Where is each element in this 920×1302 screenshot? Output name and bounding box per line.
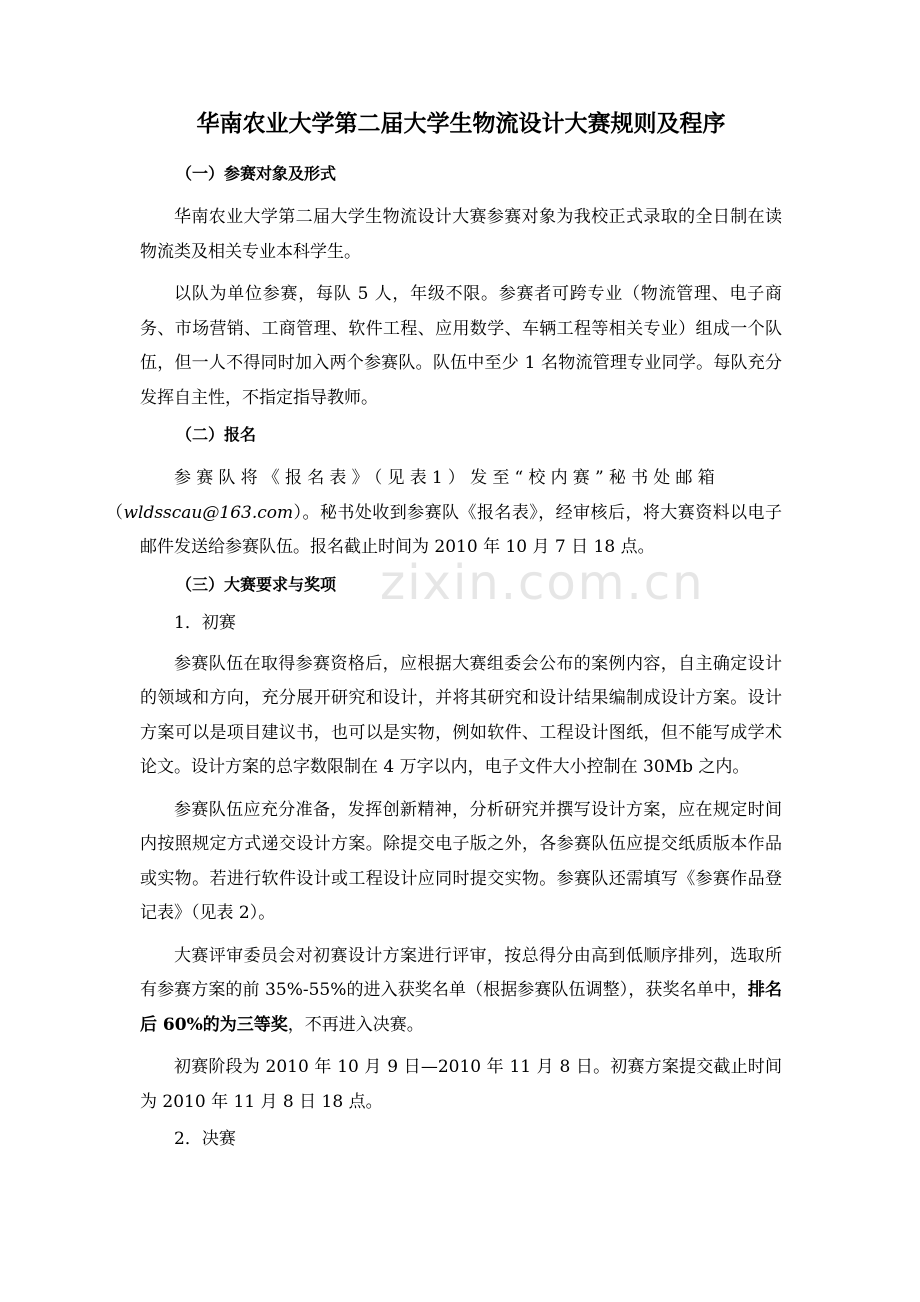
registration-text: 参赛队将《报名表》（见表1）发至“校内赛”秘书处邮箱 xyxy=(174,468,720,488)
open-paren: （ xyxy=(106,502,124,523)
subheading-preliminary: 1．初赛 xyxy=(174,612,236,633)
section-heading-2: （二）报名 xyxy=(176,425,257,444)
registration-rest: ）。秘书处收到参赛队《报名表》，经审核后，将大赛资料以电子邮件发送给参赛队伍。报名截止时间为 2010 年 10 月 7 日 18 点。 xyxy=(140,502,783,557)
subheading-final: 2．决赛 xyxy=(174,1129,236,1149)
paragraph: 以队为单位参赛，每队 5 人，年级不限。参赛者可跨专业（物流管理、电子商务、市场营销、工商管理、软件工程、应用数学、车辆工程等相关专业）组成一个队伍，但一人不得同时加入两个参赛队。队伍中至少 1 名物流管理专业同学。每队充分发挥自主性，不指定指导教师。 xyxy=(140,284,782,408)
awards-text: 大赛评审委员会对初赛设计方案进行评审，按总得分由高到低顺序排列，选取所有参赛方案的前 35%-55%的进入获奖名单（根据参赛队伍调整），获奖名单中， xyxy=(140,945,782,1000)
awards-text-end: ，不再进入决赛。 xyxy=(287,1014,424,1035)
paragraph: 参赛队伍在取得参赛资格后，应根据大赛组委会公布的案例内容，自主确定设计的领域和方向，充分展开研究和设计，并将其研究和设计结果编制成设计方案。设计方案可以是项目建议书，也可以是实物，例如软件、工程设计图纸，但不能写成学术论文。设计方案的总字数限制在 4 万字以内，电子文件大小控制在 30Mb 之内。 xyxy=(140,653,782,777)
paragraph: 华南农业大学第二届大学生物流设计大赛参赛对象为我校正式录取的全日制在读物流类及相关专业本科学生。 xyxy=(140,207,782,262)
awards-bold: 排名后 60%的为三等奖 xyxy=(140,980,783,1035)
paragraph: 初赛阶段为 2010 年 10 月 9 日—2010 年 11 月 8 日。初赛方案提交截止时间为 2010 年 11 月 8 日 18 点。 xyxy=(140,1057,782,1112)
paragraph-awards xyxy=(140,939,782,1043)
document-body xyxy=(106,108,783,1163)
section-heading-1: （一）参赛对象及形式 xyxy=(176,164,337,183)
paragraph-registration xyxy=(106,461,783,565)
section-heading-3: （三）大赛要求与奖项 xyxy=(176,574,337,594)
watermark: zixin.com.cn xyxy=(380,555,705,611)
page-title: 华南农业大学第二届大学生物流设计大赛规则及程序 xyxy=(196,110,726,137)
paragraph: 参赛队伍应充分准备，发挥创新精神，分析研究并撰写设计方案，应在规定时间内按照规定方式递交设计方案。除提交电子版之外，各参赛队伍应提交纸质版本作品或实物。若进行软件设计或工程设计应同时提交实物。参赛队还需填写《参赛作品登记表》（见表 2）。 xyxy=(140,799,782,923)
email-link[interactable]: wldsscau@163.com xyxy=(123,502,294,523)
